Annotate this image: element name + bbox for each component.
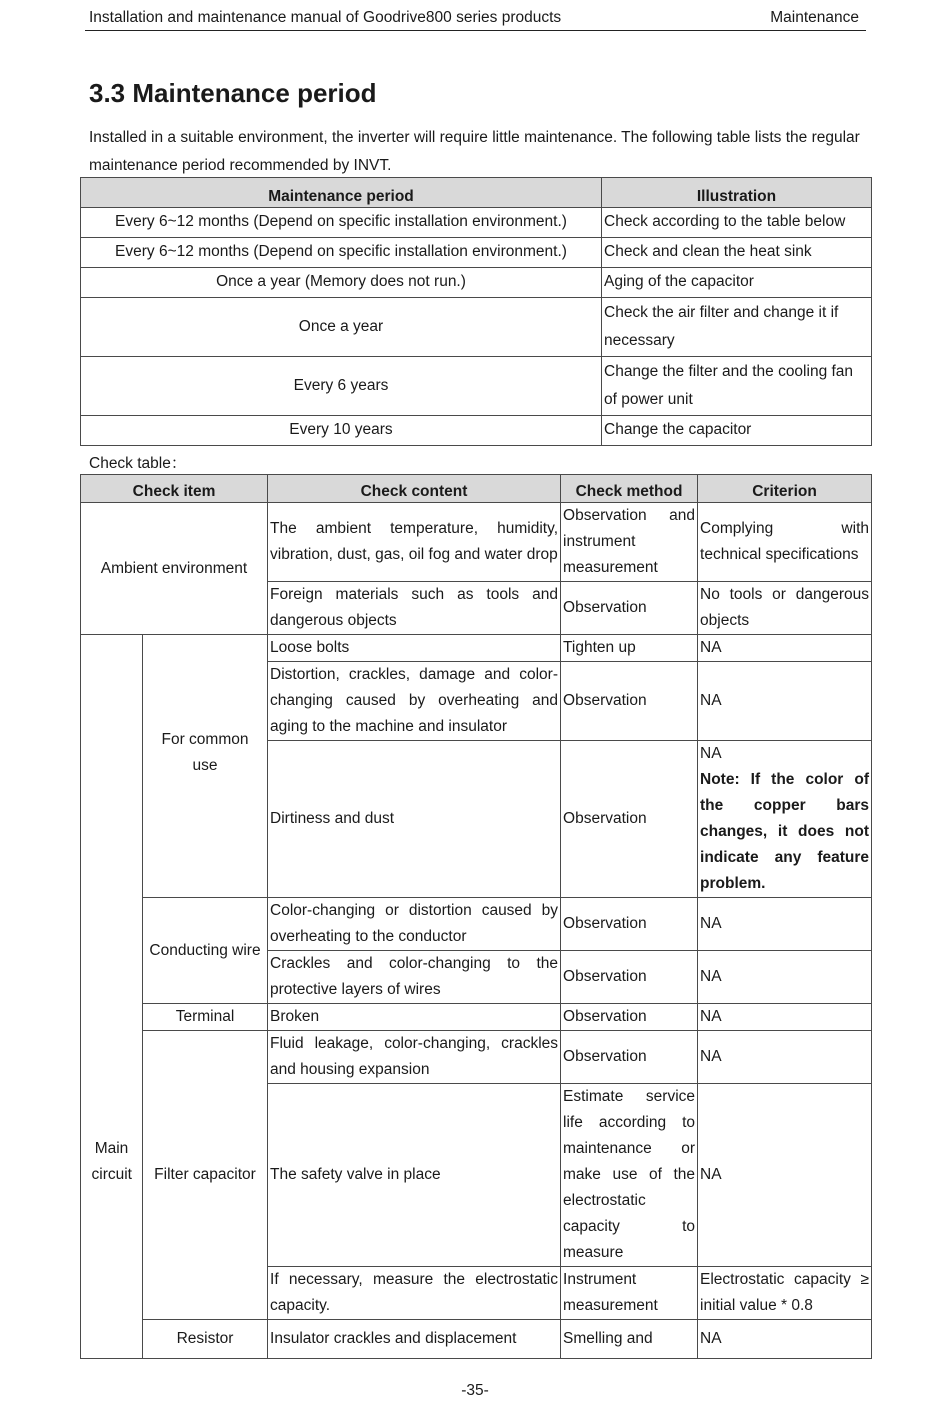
check-content-cell: Insulator crackles and displacement: [268, 1320, 561, 1359]
illustration-cell: Aging of the capacitor: [602, 268, 872, 298]
sub-item-common-use: For common use: [143, 635, 268, 898]
criterion-cell: NA: [698, 662, 872, 741]
sub-item-filter-capacitor: Filter capacitor: [143, 1031, 268, 1320]
illustration-cell: Check according to the table below: [602, 208, 872, 238]
period-cell: Once a year: [81, 298, 602, 357]
table-row: [81, 1031, 872, 1084]
table-row: [81, 208, 872, 238]
criterion-cell: NA: [698, 1320, 872, 1359]
period-cell: Every 6~12 months (Depend on specific installation environment.): [81, 238, 602, 268]
table-row: [81, 898, 872, 951]
check-method-cell: Observation: [561, 898, 698, 951]
criterion-cell: NA: [698, 1084, 872, 1267]
table-row: [81, 268, 872, 298]
criterion-value: NA: [700, 745, 722, 762]
criterion-cell: NA: [698, 1031, 872, 1084]
maintenance-period-table: [80, 177, 872, 446]
intro-paragraph: Installed in a suitable environment, the inverter will require little maintenance. The following table lists the regular maintenance period recommended by INVT.: [89, 129, 860, 174]
header-section-name: Maintenance: [770, 9, 859, 26]
column-header-criterion: Criterion: [698, 475, 872, 503]
column-header-illustration: Illustration: [602, 178, 872, 208]
check-content-cell: Crackles and color-changing to the protective layers of wires: [268, 951, 561, 1004]
illustration-cell: Change the filter and the cooling fan of power unit: [602, 357, 872, 416]
page-number: -35-: [461, 1382, 489, 1399]
criterion-cell: No tools or dangerous objects: [698, 582, 872, 635]
check-content-cell: Loose bolts: [268, 635, 561, 662]
check-method-cell: Estimate service life according to maintenance or make use of the electrostatic capacity to measure: [561, 1084, 698, 1267]
period-cell: Every 6 years: [81, 357, 602, 416]
period-cell: Once a year (Memory does not run.): [81, 268, 602, 298]
check-item-main-circuit: Main circuit: [81, 635, 143, 1359]
illustration-cell: Check the air filter and change it if necessary: [602, 298, 872, 357]
illustration-cell: Change the capacitor: [602, 416, 872, 446]
check-method-cell: Observation and instrument measurement: [561, 503, 698, 582]
column-header-period: Maintenance period: [81, 178, 602, 208]
check-item-ambient: Ambient environment: [81, 503, 268, 635]
table-row: [81, 238, 872, 268]
table-row: [81, 357, 872, 416]
check-content-cell: Dirtiness and dust: [268, 741, 561, 898]
check-method-cell: Observation: [561, 1004, 698, 1031]
criterion-cell: Complying with technical specifications: [698, 503, 872, 582]
table-row: [81, 1004, 872, 1031]
criterion-cell: NA: [698, 951, 872, 1004]
check-table: [80, 474, 872, 1359]
check-method-cell: Smelling and: [561, 1320, 698, 1359]
header-rule: [85, 30, 866, 31]
header-manual-title: Installation and maintenance manual of Goodrive800 series products: [89, 9, 562, 26]
check-method-cell: Instrument measurement: [561, 1267, 698, 1320]
check-method-cell: Observation: [561, 951, 698, 1004]
check-method-cell: Observation: [561, 662, 698, 741]
check-content-cell: Distortion, crackles, damage and color-changing caused by overheating and aging to the machine and insulator: [268, 662, 561, 741]
table-row: [81, 635, 872, 662]
sub-item-terminal: Terminal: [143, 1004, 268, 1031]
criterion-note: Note: If the color of the copper bars changes, it does not indicate any feature problem.: [700, 771, 870, 892]
check-content-cell: Broken: [268, 1004, 561, 1031]
check-method-cell: Tighten up: [561, 635, 698, 662]
check-content-cell: The ambient temperature, humidity, vibration, dust, gas, oil fog and water drop: [268, 503, 561, 582]
period-cell: Every 10 years: [81, 416, 602, 446]
check-method-cell: Observation: [561, 1031, 698, 1084]
table-row: [81, 503, 872, 582]
check-content-cell: Fluid leakage, color-changing, crackles and housing expansion: [268, 1031, 561, 1084]
sub-item-resistor: Resistor: [143, 1320, 268, 1359]
check-content-cell: If necessary, measure the electrostatic capacity.: [268, 1267, 561, 1320]
check-method-cell: Observation: [561, 582, 698, 635]
sub-item-conducting-wire: Conducting wire: [143, 898, 268, 1004]
section-title: 3.3 Maintenance period: [89, 78, 377, 108]
check-content-cell: The safety valve in place: [268, 1084, 561, 1267]
table-row: [81, 1320, 872, 1359]
criterion-cell: Electrostatic capacity ≥ initial value * 0.8: [698, 1267, 872, 1320]
column-header-check-content: Check content: [268, 475, 561, 503]
period-cell: Every 6~12 months (Depend on specific installation environment.): [81, 208, 602, 238]
illustration-cell: Check and clean the heat sink: [602, 238, 872, 268]
criterion-cell: NA: [698, 898, 872, 951]
check-method-cell: Observation: [561, 741, 698, 898]
check-content-cell: Foreign materials such as tools and dangerous objects: [268, 582, 561, 635]
column-header-check-method: Check method: [561, 475, 698, 503]
criterion-cell: NA: [698, 635, 872, 662]
check-content-cell: Color-changing or distortion caused by overheating to the conductor: [268, 898, 561, 951]
criterion-cell: NA: [698, 1004, 872, 1031]
column-header-check-item: Check item: [81, 475, 268, 503]
table-row: [81, 298, 872, 357]
criterion-cell: [698, 741, 872, 898]
check-table-label: Check table：: [89, 455, 187, 472]
table-row: [81, 416, 872, 446]
